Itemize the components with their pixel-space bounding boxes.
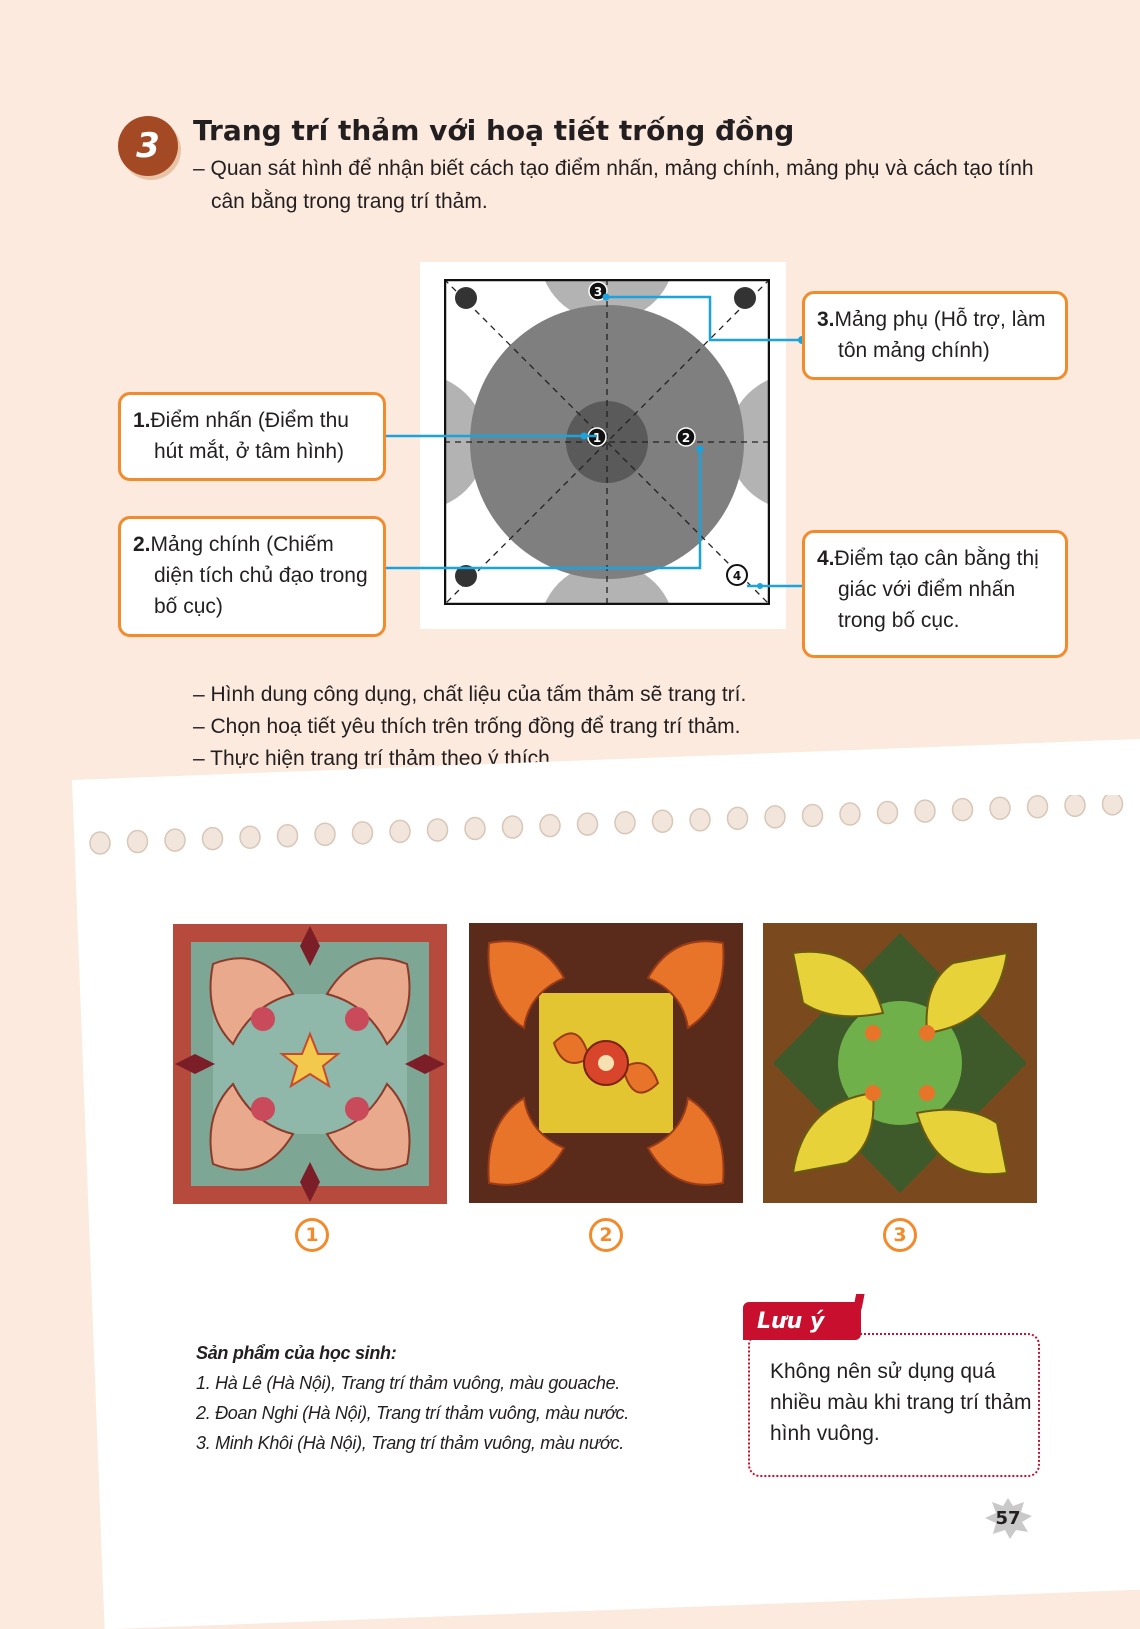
marker-1-label: 1 [592, 431, 602, 445]
section-number-badge: 3 [118, 116, 178, 176]
intro-line: – Quan sát hình để nhận biết cách tạo điểm nhấn, mảng chính, mảng phụ và cách tạo tính cân bằng trong trang trí thảm. [193, 157, 1034, 213]
binding-ring [840, 803, 860, 825]
credit-item: 1. Hà Lê (Hà Nội), Trang trí thảm vuông, màu gouache. [196, 1373, 620, 1393]
binding-ring [728, 807, 748, 829]
callout-4-num: 4. [817, 547, 835, 570]
callout-secondary-area [802, 291, 1068, 380]
binding-ring [1028, 796, 1048, 818]
binding-ring [578, 813, 598, 835]
binding-ring [1103, 795, 1123, 815]
binding-ring [765, 806, 785, 828]
callout-balance-point [802, 530, 1068, 658]
marker-4-label: 4 [732, 569, 742, 583]
callout-4-text: Điểm tạo cân bằng thị giác với điểm nhấn trong bố cục. [834, 547, 1039, 632]
binding-ring [990, 797, 1010, 819]
binding-ring [653, 810, 673, 832]
step-item: – Hình dung công dụng, chất liệu của tấm thảm sẽ trang trí. [193, 683, 747, 706]
binding-ring [540, 815, 560, 837]
page-number-badge [980, 1494, 1036, 1542]
note-text: Không nên sử dụng quá nhiều màu khi trang trí thảm hình vuông. [770, 1360, 1032, 1445]
binding-ring [240, 826, 260, 848]
binding-ring [278, 825, 298, 847]
step-item: – Chọn hoạ tiết yêu thích trên trống đồng để trang trí thảm. [193, 715, 741, 738]
credit-item: 3. Minh Khôi (Hà Nội), Trang trí thảm vuông, màu nước. [196, 1433, 624, 1453]
binding-ring [465, 818, 485, 840]
note-label: Lưu ý [743, 1302, 861, 1340]
binding-ring [353, 822, 373, 844]
student-artwork-1 [173, 924, 447, 1204]
exclamation-icon: ! [846, 1285, 868, 1341]
binding-ring [878, 802, 898, 824]
artwork-2-badge: 2 [589, 1218, 623, 1252]
credits-heading: Sản phẩm của học sinh: [196, 1343, 397, 1363]
page-number: 57 [995, 1507, 1021, 1529]
marker-2-label: 2 [681, 431, 691, 445]
callout-3-num: 3. [817, 308, 835, 331]
callout-focal-point [118, 392, 386, 481]
binding-ring [803, 804, 823, 826]
callout-main-area [118, 516, 386, 637]
callout-1-text: Điểm nhấn (Điểm thu hút mắt, ở tâm hình) [150, 409, 349, 463]
step-item: – Thực hiện trang trí thảm theo ý thích. [193, 747, 556, 770]
binding-ring [953, 799, 973, 821]
binding-ring [90, 832, 110, 854]
artwork-3-badge: 3 [883, 1218, 917, 1252]
binding-ring [1065, 795, 1085, 816]
callout-2-text: Mảng chính (Chiếm diện tích chủ đạo trong bố cục) [150, 533, 368, 618]
binding-ring [503, 816, 523, 838]
artwork-credits [196, 1338, 629, 1458]
binding-ring [390, 820, 410, 842]
binding-ring [203, 828, 223, 850]
credit-item: 2. Đoan Nghi (Hà Nội), Trang trí thảm vuông, màu nước. [196, 1403, 629, 1423]
student-artwork-3 [763, 923, 1037, 1203]
binding-ring [165, 829, 185, 851]
callout-1-num: 1. [133, 409, 151, 432]
binding-ring [315, 823, 335, 845]
section-title: Trang trí thảm với hoạ tiết trống đồng [193, 114, 795, 147]
callout-2-num: 2. [133, 533, 151, 556]
callout-3-text: Mảng phụ (Hỗ trợ, làm tôn mảng chính) [834, 308, 1046, 362]
binding-ring [690, 809, 710, 831]
binding-ring [615, 812, 635, 834]
notebook-rings [84, 795, 1140, 865]
binding-ring [915, 800, 935, 822]
binding-ring [128, 831, 148, 853]
marker-3-label: 3 [593, 285, 603, 299]
binding-ring [428, 819, 448, 841]
student-artwork-2 [469, 923, 743, 1203]
artwork-1-badge: 1 [295, 1218, 329, 1252]
